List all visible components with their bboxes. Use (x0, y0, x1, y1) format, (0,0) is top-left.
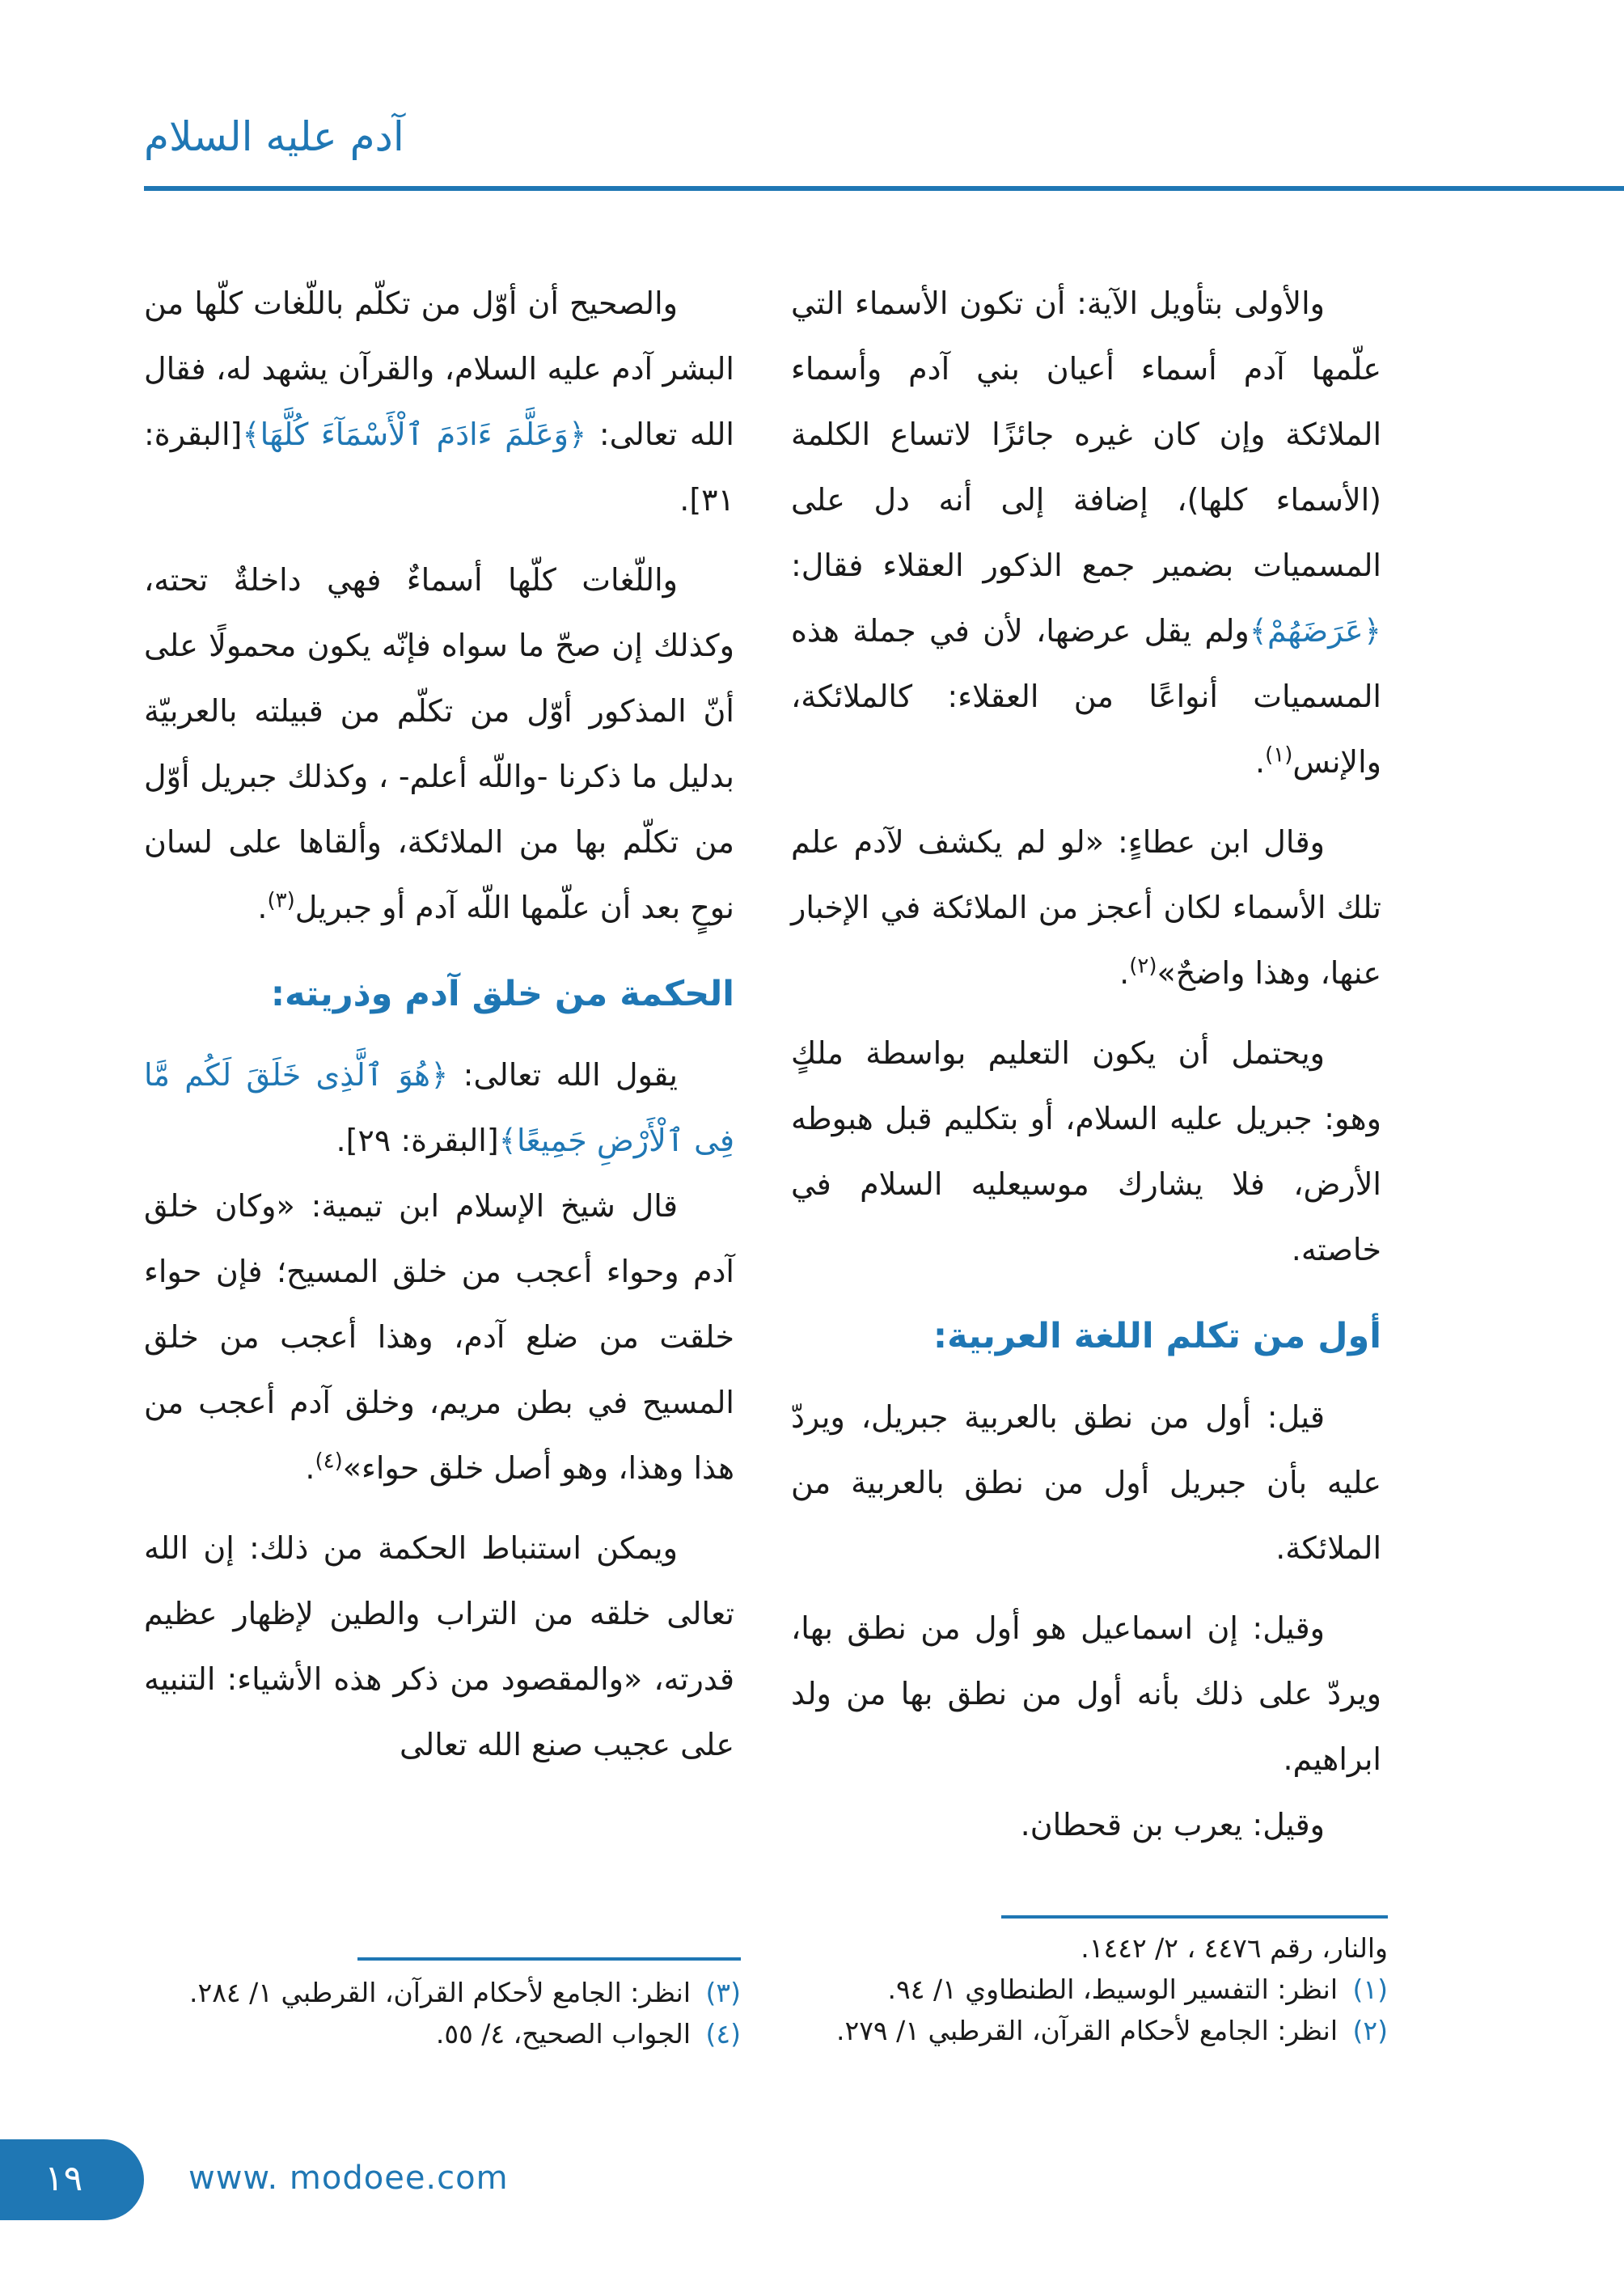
footnote-ref[interactable]: (٤) (315, 1449, 343, 1474)
footnote-ref[interactable]: (٢) (1129, 954, 1157, 979)
right-column (791, 271, 1381, 1858)
footnote-item: (١) انظر: التفسير الوسيط، الطنطاوي ١/ ٩٤. (791, 1970, 1388, 2008)
footnote-number: (٣) (705, 1977, 741, 2008)
footnote-item: (٢) انظر: الجامع لأحكام القرآن، القرطبي ١/ ٢٧٩. (791, 2012, 1388, 2050)
footnote-number: (٤) (705, 2018, 741, 2050)
footnote-divider (357, 1957, 741, 1961)
verse-citation: [البقرة: ٢٩]. (336, 1123, 499, 1158)
footnote-ref[interactable]: (١) (1265, 742, 1293, 768)
quran-bracket-close: ﴾ (498, 1123, 517, 1158)
left-column (144, 271, 734, 1778)
paragraph: وقال ابن عطاءٍ: «لو لم يكشف لآدم علم تلك الأسماء لكان أعجز من الملائكة في الإخبار عنها، وهذا واضحٌ»$^{(٢)}$. (791, 824, 1381, 991)
footnotes-left (144, 1974, 741, 2056)
paragraph: ويمكن استنباط الحكمة من ذلك: إن الله تعالى خلقه من التراب والطين لإظهار عظيم قدرته، «والمقصود من ذكر هذه الأشياء: التنبيه على عجيب صنع الله تعالى (144, 1530, 734, 1762)
page-number: ١٩ (44, 2158, 83, 2199)
quran-verse: عَرَضَهُمْ (1267, 613, 1364, 649)
paragraph: والأولى بتأويل الآية: أن تكون الأسماء التي علّمها آدم أسماء أعيان بني آدم وأسماء الملائكة وإن كان غيره جائزًا لاتساع الكلمة (الأسماء كلها)، إضافة إلى أنه دل على المسميات بضمير جمع الذكور العقلاء فقال: ﴿عَرَضَهُمْ﴾ولم يقل عرضها، لأن في جملة هذه المسميات أنواعًا من العقلاء: كالملائكة، والإنس$^{(١)}$. (791, 286, 1381, 780)
quran-bracket-close: ﴾ (242, 417, 260, 452)
section-heading: أول من تكلم اللغة العربية: (933, 1316, 1381, 1356)
footnote-ref[interactable]: (٣) (267, 888, 295, 913)
paragraph: وقيل: إن اسماعيل هو أول من نطق بها، ويردّ على ذلك بأنه أول من نطق بها من ولد ابراهيم. (791, 1610, 1381, 1777)
footnote-continuation: والنار، رقم ٤٤٧٦ ، ٢/ ١٤٤٢. (1081, 1932, 1388, 1964)
paragraph: وقيل: يعرب بن قحطان. (1020, 1807, 1325, 1842)
footnotes-right (791, 1929, 1388, 2053)
paragraph: واللّغات كلّها أسماءٌ فهي داخلةٌ تحته، وكذلك إن صحّ ما سواه فإنّه يكون محمولًا على أنّ المذكور أوّل من تكلّم من قبيلته بالعربيّة بدليل ما ذكرنا -واللّه أعلم- ، وكذلك جبريل أوّل من تكلّم بها من الملائكة، وألقاها على لسان نوحٍ بعد أن علّمها اللّه آدم أو جبريل$^{(٣)}$. (144, 562, 734, 925)
footnote-item: (٤) الجواب الصحيح، ٤/ ٥٥. (144, 2015, 741, 2053)
paragraph: قال شيخ الإسلام ابن تيمية: «وكان خلق آدم وحواء أعجب من خلق المسيح؛ فإن حواء خلقت من ضلع آدم، وهذا أعجب من خلق المسيح في بطن مريم، وخلق آدم أعجب من هذا وهذا، وهو أصل خلق حواء»$^{(٤)}$. (144, 1188, 734, 1486)
quran-bracket-open: ﴿ (1363, 613, 1381, 649)
header-divider (144, 186, 1624, 191)
footnote-number: (١) (1352, 1974, 1388, 2005)
verse-citation: [البقرة: ٣١]. (144, 417, 734, 518)
quran-verse: وَعَلَّمَ ءَادَمَ ٱلْأَسْمَآءَ كُلَّهَا (260, 417, 569, 452)
page-header-title: آدم عليه السلام (144, 113, 404, 160)
paragraph: يقول الله تعالى: ﴿هُوَ ٱلَّذِى خَلَقَ لَكُم مَّا فِى ٱلْأَرْضِ جَمِيعًا﴾[البقرة: ٢٩]. (144, 1057, 734, 1158)
quran-bracket-close: ﴾ (1249, 613, 1268, 649)
quran-verse: هُوَ ٱلَّذِى خَلَقَ لَكُم مَّا فِى ٱلْأَرْضِ جَمِيعًا (144, 1057, 734, 1158)
section-heading: الحكمة من خلق آدم وذريته: (270, 974, 734, 1014)
quran-bracket-open: ﴿ (430, 1057, 449, 1093)
website-link[interactable]: www. modoee.com (188, 2160, 509, 2197)
footnote-item: (٣) انظر: الجامع لأحكام القرآن، القرطبي ١/ ٢٨٤. (144, 1974, 741, 2012)
footnote-number: (٢) (1352, 2015, 1388, 2046)
quran-bracket-open: ﴿ (568, 417, 587, 452)
footnote-divider (1001, 1915, 1388, 1919)
paragraph: والصحيح أن أوّل من تكلّم باللّغات كلّها من البشر آدم عليه السلام، والقرآن يشهد له، فقال الله تعالى: ﴿وَعَلَّمَ ءَادَمَ ٱلْأَسْمَآءَ كُلَّهَا﴾[البقرة: ٣١]. (144, 286, 734, 518)
paragraph: ويحتمل أن يكون التعليم بواسطة ملكٍ وهو: جبريل عليه السلام، أو بتكليم قبل هبوطه الأرض، فلا يشارك موسيعليه السلام في خاصته. (791, 1035, 1381, 1267)
paragraph: قيل: أول من نطق بالعربية جبريل، ويردّ عليه بأن جبريل أول من نطق بالعربية من الملائكة. (791, 1399, 1381, 1566)
